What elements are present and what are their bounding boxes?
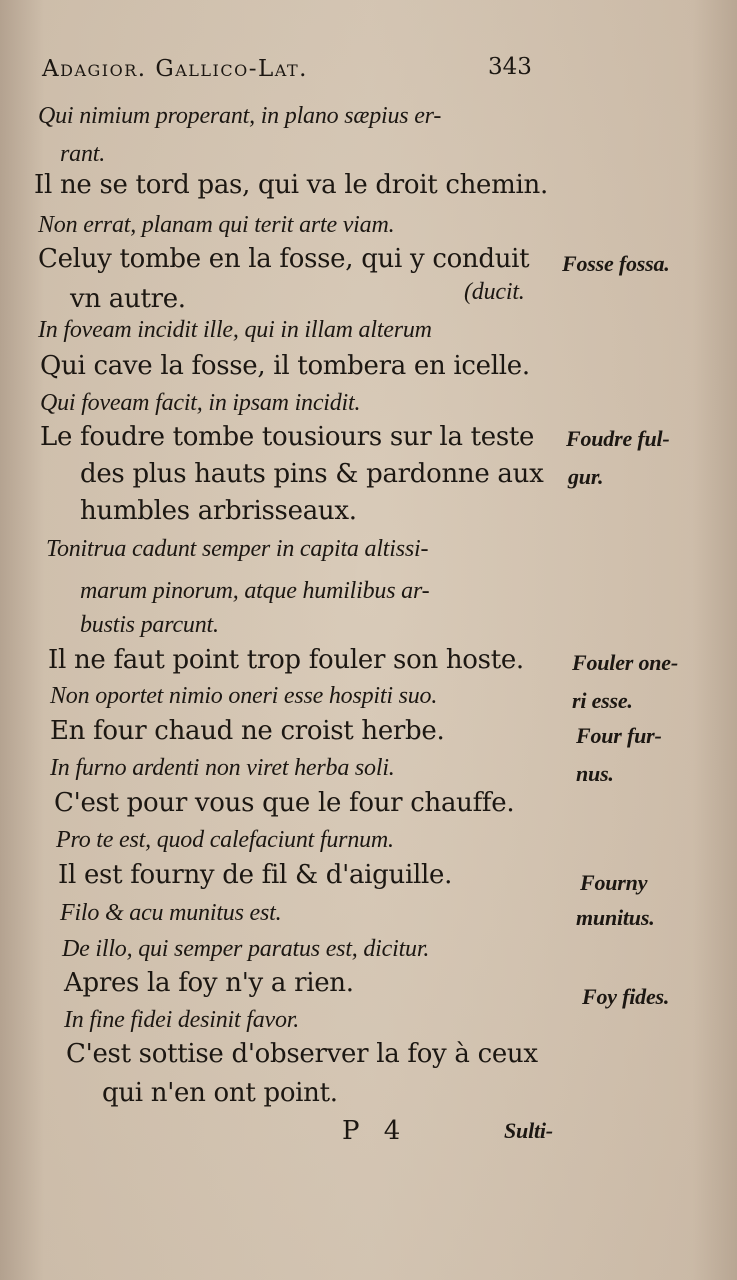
text-line: marum pinorum, atque humilibus ar- — [80, 578, 430, 604]
text-line: C'est pour vous que le four chauffe. — [54, 788, 515, 818]
text-line: Apres la foy n'y a rien. — [64, 968, 354, 998]
margin-note: munitus. — [576, 905, 655, 930]
catchword: Sulti- — [504, 1118, 553, 1143]
running-head: Adagior. Gallico-Lat. — [42, 56, 308, 82]
text-line: Le foudre tombe tousiours sur la teste — [40, 422, 535, 452]
text-line: humbles arbrisseaux. — [80, 496, 357, 526]
text-line: Qui cave la fosse, il tombera en icelle. — [40, 351, 530, 381]
text-line: Qui nimium properant, in plano sæpius er- — [38, 103, 442, 129]
text-line: Tonitrua cadunt semper in capita altissi- — [46, 536, 429, 562]
margin-note: Fouler one- — [572, 650, 678, 675]
margin-note: Four fur- — [576, 723, 662, 748]
margin-note: ri esse. — [572, 688, 633, 713]
text-line: In fine fidei desinit favor. — [64, 1007, 300, 1033]
text-line: vn autre. — [70, 284, 186, 314]
margin-note: Foy fides. — [582, 984, 670, 1009]
text-line: qui n'en ont point. — [102, 1078, 338, 1108]
text-line: De illo, qui semper paratus est, dicitur. — [62, 936, 430, 962]
signature-mark: P 4 — [342, 1116, 409, 1146]
text-line: rant. — [60, 141, 106, 167]
text-line: Non errat, planam qui terit arte viam. — [38, 212, 395, 238]
margin-note: nus. — [576, 761, 614, 786]
page-number: 343 — [488, 54, 532, 80]
text-line: (ducit. — [464, 279, 525, 305]
margin-note: Foudre ful- — [566, 426, 670, 451]
text-line: In foveam incidit ille, qui in illam alterum — [38, 317, 432, 343]
text-line: Il est fourny de fil & d'aiguille. — [58, 860, 453, 890]
text-line: des plus hauts pins & pardonne aux — [80, 459, 544, 489]
margin-note: Fourny — [580, 870, 648, 895]
text-line: Filo & acu munitus est. — [60, 900, 282, 926]
text-line: In furno ardenti non viret herba soli. — [50, 755, 395, 781]
margin-note: gur. — [568, 464, 604, 489]
text-line: Qui foveam facit, in ipsam incidit. — [40, 390, 361, 416]
text-line: bustis parcunt. — [80, 612, 219, 638]
text-line: Il ne faut point trop fouler son hoste. — [48, 645, 524, 675]
text-line: Pro te est, quod calefaciunt furnum. — [56, 827, 394, 853]
text-line: Non oportet nimio oneri esse hospiti suo. — [50, 683, 438, 709]
text-line: Il ne se tord pas, qui va le droit chemin. — [34, 170, 548, 200]
margin-note: Fosse fossa. — [562, 251, 670, 276]
text-line: Celuy tombe en la fosse, qui y conduit — [38, 244, 530, 274]
text-line: C'est sottise d'observer la foy à ceux — [66, 1039, 538, 1069]
text-line: En four chaud ne croist herbe. — [50, 716, 445, 746]
